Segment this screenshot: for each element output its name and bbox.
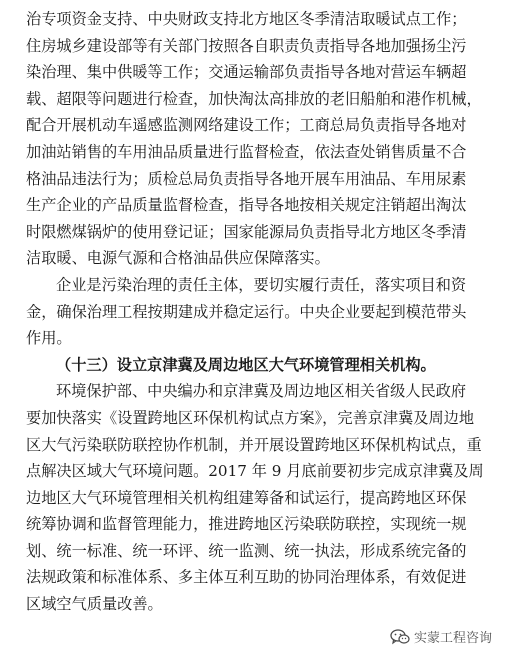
text-line: 住房城乡建设部等有关部门按照各自职责负责指导各地加强扬尘污 [26,36,467,55]
paragraph-enterprise [26,272,484,352]
text-line: 载、超限等问题进行检查，加快淘汰高排放的老旧船舶和港作机械， [26,89,482,108]
text-line: 加油站销售的车用油品质量进行监督检查，依法查处销售质量不合 [26,142,467,161]
text-line: 划、统一标准、统一环评、统一监测、统一执法，形成系统完备的 [26,541,467,560]
watermark [386,625,496,648]
text-line: 格油品违法行为；质检总局负责指导各地开展车用油品、车用尿素 [26,169,467,188]
text-line: 时限燃煤锅炉的使用登记证；国家能源局负责指导北方地区冬季清 [26,222,467,241]
text-line: 边地区大气环境管理相关机构组建筹备和试运行，提高跨地区环保 [26,488,467,507]
text-line: 金，确保治理工程按期建成并稳定运行。中央企业要起到模范带头 [26,302,467,321]
text-line: 区大气污染联防联控协作机制，并开展设置跨地区环保机构试点，重 [26,435,482,454]
section-heading: （十三）设立京津冀及周边地区大气环境管理相关机构。 [56,355,436,374]
text-line: 生产企业的产品质量监督检查，指导各地按相关规定注销超出淘汰 [26,196,467,215]
text-line: 点解决区域大气环境问题。2017 年 9 月底前要初步完成京津冀及周 [26,462,484,481]
text-line: 洁取暖、电源气源和合格油品供应保障落实。 [26,249,330,268]
text-line: 要加快落实《设置跨地区环保机构试点方案》，完善京津冀及周边地 [26,408,475,427]
text-line: 治专项资金支持、中央财政支持北方地区冬季清洁取暖试点工作； [26,10,467,28]
text-line: 染治理、集中供暖等工作；交通运输部负责指导各地对营运车辆超 [26,63,467,82]
wechat-icon [390,629,410,645]
text-line: 区域空气质量改善。 [26,595,163,614]
paragraph-responsibilities [26,6,484,272]
watermark-text: 实蒙工程咨询 [413,631,492,646]
text-line: 法规政策和标准体系、多主体互利互助的协同治理体系，有效促进 [26,568,467,587]
text-line: 统筹协调和监督管理能力，推进跨地区污染联防联控，实现统一规 [26,515,467,534]
text-line: 环境保护部、中央编办和京津冀及周边地区相关省级人民政府 [56,382,467,401]
text-line: 配合开展机动车遥感监测网络建设工作；工商总局负责指导各地对 [26,116,467,135]
text-line: 作用。 [26,329,72,348]
text-line: 企业是污染治理的责任主体，要切实履行责任，落实项目和资 [56,275,467,294]
paragraph-agency-setup [26,378,484,617]
